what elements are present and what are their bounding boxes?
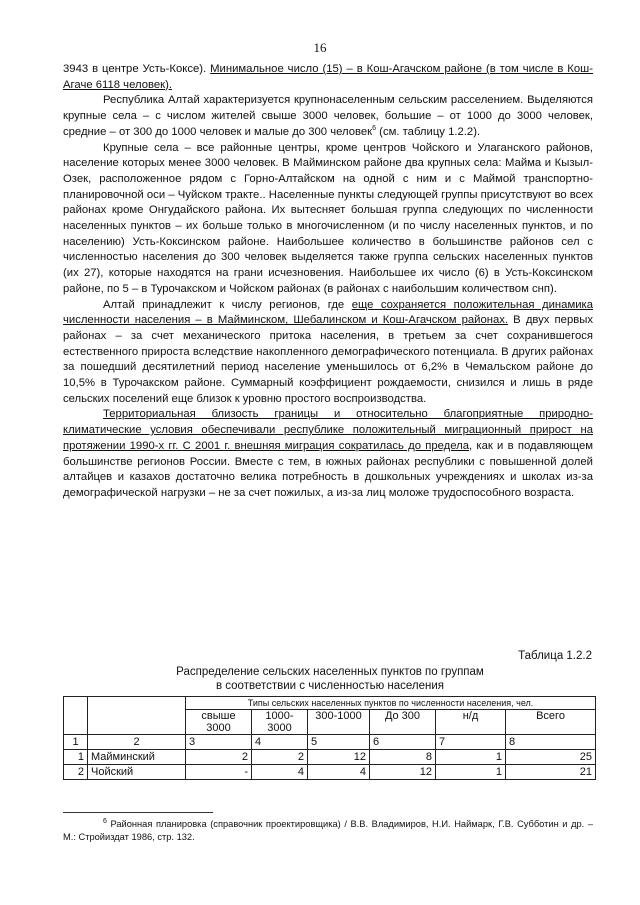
footnote-reference: 6	[372, 125, 377, 133]
district-name: Майминский	[88, 750, 186, 765]
group-header: Типы сельских населенных пунктов по численности населения, чел.	[186, 697, 596, 710]
table-cell: 12	[370, 765, 436, 780]
underlined-text: Минимальное число (15) – в Кош-Агачском районе (в том числе в Кош-Агаче 6118 человек).	[63, 63, 593, 91]
district-name: Чойский	[88, 765, 186, 780]
body-text	[63, 62, 593, 502]
column-number: 2	[88, 735, 186, 750]
column-number: 7	[436, 735, 506, 750]
table-title-line: в соответствии с численностью населения	[215, 680, 445, 692]
table-label: Таблица 1.2.2	[518, 650, 592, 662]
table-row	[64, 765, 596, 780]
page-number: 16	[313, 40, 327, 55]
table-cell: 25	[506, 750, 596, 765]
column-header: До 300	[370, 710, 436, 735]
table-cell: 4	[308, 765, 370, 780]
paragraph	[63, 298, 593, 408]
row-number: 2	[64, 765, 88, 780]
underlined-text: еще сохраняется положительная динамика численности населения – в Майминском, Шебалинском и Кош-Агачском районах.	[63, 298, 594, 327]
text-run: Алтай принадлежит к числу регионов, где	[103, 298, 352, 311]
table-header-row	[64, 697, 596, 710]
text-run: 3943 в центре Усть-Коксе).	[63, 63, 211, 75]
text-run: , как и в подавляющем большинстве регионов России. Вместе с тем, в южных районах республики с повышенной долей алтайцев и казахов достаточно велика потребность в дошкольных учреждениях и школах из-за демографической нагрузки – не за счет пожилых, а из-за лиц моложе трудоспособного возраста.	[63, 439, 593, 499]
table-cell: -	[186, 765, 252, 780]
column-header: Всего	[506, 710, 596, 735]
footnote-text: Районная планировка (справочник проектировщика) / В.В. Владимиров, Н.И. Наймарк, Г.В. Субботин и др. – М.: Стройиздат 1986, стр. 132.	[63, 819, 593, 842]
settlement-distribution-table	[63, 696, 596, 780]
underlined-text: Территориальная близость границы и относительно благоприятные природно-климатические условия обеспечивали республике положительный миграционный прирост на протяжении 1990-х гг. С 2001 г. внешняя миграция сократилась до предела	[63, 408, 593, 452]
text-run: Крупные села – все районные центры, кроме центров Чойского и Улаганского районов, население которых менее 3000 человек. В Майминском районе два крупных села: Майма и Кызыл-Озек, расположенное рядом с Горно-Алтайском на одной с ним и с Маймой транспортно-планировочной оси – Чуйском тракте.. Населенные пункты следующей группы присутствуют во всех районах кроме Онгудайского района. Их вытесняет большая группа следующих по численности населенных пунктов – их больше только в многочисленном (и по числу населенных пунктов, и по населению) Усть-Коксинском районе. Наибольшее количество в большинстве районов сел с численностью населения до 300 человек выделяется также группа сельских населенных пунктов (их 27), которые находятся на грани исчезновения. Наибольшее их число (6) в Усть-Коксинском районе, по 5 – в Турочакском и Чойском районах (в районах с наибольшим количеством снп).	[63, 141, 593, 295]
table-title-line: Распределение сельских населенных пунктов по группам	[176, 666, 484, 678]
table-cell: 1	[436, 765, 506, 780]
table-row	[64, 750, 596, 765]
paragraph	[63, 62, 593, 93]
paragraph	[63, 93, 593, 140]
table-cell: 4	[252, 765, 308, 780]
column-header: свыше 3000	[186, 710, 252, 735]
text-run: В двух первых районах – за счет механического притока населения, в третьем за счет сохранившегося естественного прироста вследствие накопленного демографического потенциала. В других районах за пошедший десятилетний период население уменьшилось от 6,2% в Чемальском районе до 10,5% в Турочакском районе. Суммарный коэффициент рождаемости, снизился и лишь в ряде сельских поселений еще близок к уровню простого воспроизводства.	[63, 314, 594, 405]
header-cell	[64, 697, 88, 735]
text-run: (см. таблицу 1.2.2).	[376, 125, 481, 138]
header-cell	[88, 697, 186, 735]
table-cell: 2	[252, 750, 308, 765]
table-cell: 12	[308, 750, 370, 765]
paragraph	[63, 407, 593, 501]
table-cell: 8	[370, 750, 436, 765]
row-number: 1	[64, 750, 88, 765]
table-cell: 1	[436, 750, 506, 765]
column-header: 1000-3000	[252, 710, 308, 735]
column-number: 5	[308, 735, 370, 750]
column-number: 8	[506, 735, 596, 750]
column-number: 6	[370, 735, 436, 750]
table-title	[130, 665, 530, 693]
column-number: 4	[252, 735, 308, 750]
column-number: 3	[186, 735, 252, 750]
paragraph	[63, 141, 593, 298]
footnote-divider	[63, 812, 213, 813]
column-number: 1	[64, 735, 88, 750]
footnote	[63, 818, 593, 844]
column-header: 300-1000	[308, 710, 370, 735]
column-number-row	[64, 735, 596, 750]
table-cell: 2	[186, 750, 252, 765]
column-header: н/д	[436, 710, 506, 735]
text-run: Республика Алтай характеризуется крупнонаселенным сельским расселением. Выделяются крупные села – с числом жителей свыше 3000 человек, большие – от 1000 до 3000 человек, средние – от 300 до 1000 человек и малые до 300 человек	[63, 94, 593, 138]
table-cell: 21	[506, 765, 596, 780]
footnote-mark: 6	[103, 817, 107, 825]
